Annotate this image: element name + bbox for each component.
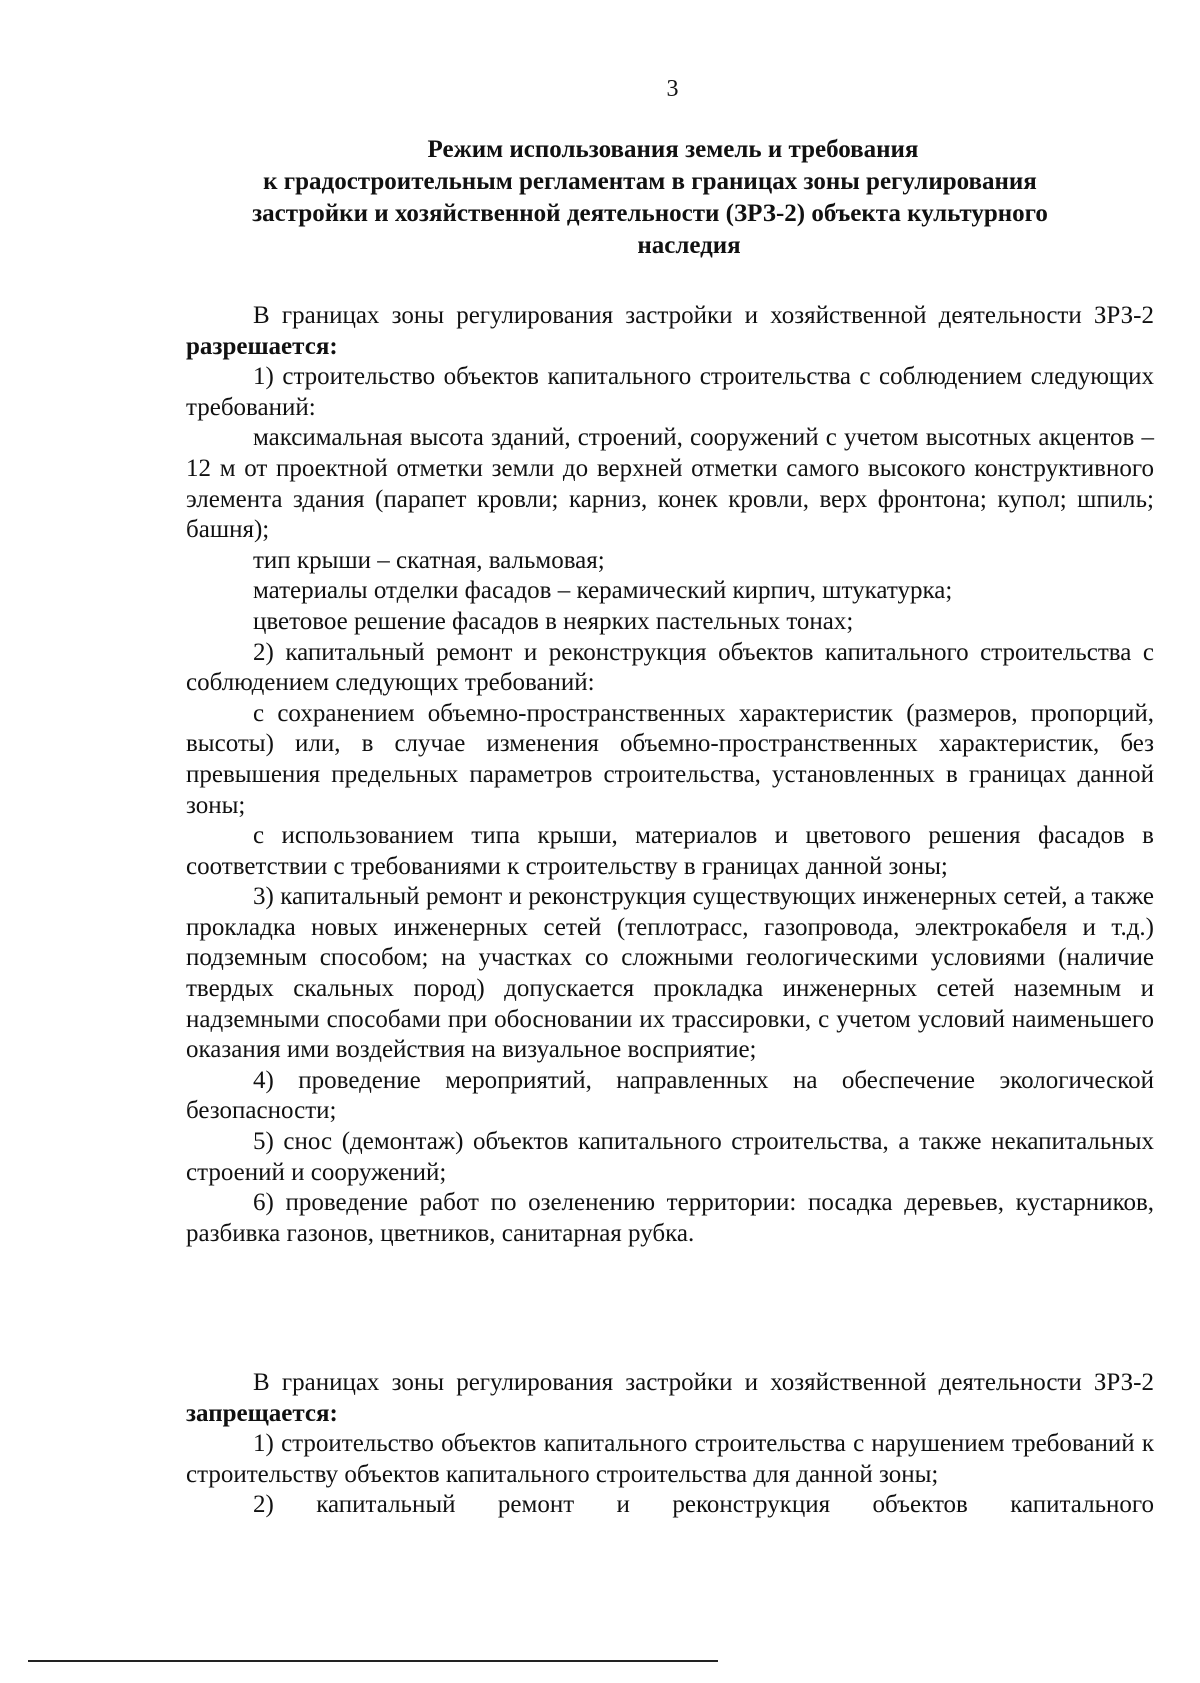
list-item: максимальная высота зданий, строений, сооружений с учетом высотных акцентов – 12 м от проектной отметки земли до верхней отметки самого высокого конструктивного элемента здания (парапет кровли; карниз, конек кровли, верх фронтона; купол; шпиль; башня);	[186, 424, 1154, 544]
title-line: застройки и хозяйственной деятельности (ЗРЗ-2) объекта культурного	[252, 200, 1048, 227]
section-intro	[186, 301, 1154, 362]
prohibited-section	[186, 1368, 1154, 1521]
list-item: 4) проведение мероприятий, направленных на обеспечение экологической безопасности;	[186, 1066, 1154, 1125]
list-item: 5) снос (демонтаж) объектов капитального строительства, а также некапитальных строений и сооружений;	[186, 1128, 1154, 1186]
section-intro-keyword: разрешается:	[186, 332, 338, 360]
list-item: 1) строительство объектов капитального строительства с соблюдением следующих требований:	[186, 363, 1154, 421]
title-line: к градостроительным регламентам в границах зоны регулирования	[263, 168, 1037, 195]
document-title	[200, 134, 1100, 262]
section-intro-text: В границах зоны регулирования застройки и хозяйственной деятельности ЗРЗ-2	[253, 1369, 1154, 1396]
section-intro-text: В границах зоны регулирования застройки и хозяйственной деятельности ЗРЗ-2	[253, 302, 1154, 329]
list-item: материалы отделки фасадов – керамический кирпич, штукатурка;	[253, 577, 953, 605]
list-item: 6) проведение работ по озеленению территории: посадка деревьев, кустарников, разбивка газонов, цветников, санитарная рубка.	[186, 1189, 1154, 1247]
list-item: 3) капитальный ремонт и реконструкция существующих инженерных сетей, а также прокладка новых инженерных сетей (теплотрасс, газопровода, электрокабеля и т.д.) подземным способом; на участках со сложными геологическими условиями (наличие твердых скальных пород) допускается прокладка инженерных сетей наземным и надземными способами при обосновании их трассировки, с учетом условий наименьшего оказания ими воздействия на визуальное восприятие;	[186, 883, 1154, 1064]
footer-divider	[28, 1660, 718, 1662]
section-intro-keyword: запрещается:	[186, 1399, 338, 1427]
list-item: с сохранением объемно-пространственных характеристик (размеров, пропорций, высоты) или, в случае изменения объемно-пространственных характеристик, без превышения предельных параметров строительства, установленных в границах данной зоны;	[186, 699, 1154, 819]
list-item: цветовое решение фасадов в неярких пастельных тонах;	[253, 607, 854, 635]
permitted-section	[186, 301, 1154, 1249]
list-item: с использованием типа крыши, материалов и цветового решения фасадов в соответствии с требованиями к строительству в границах данной зоны;	[186, 822, 1154, 880]
list-item: 1) строительство объектов капитального строительства с нарушением требований к строительству объектов капитального строительства для данной зоны;	[186, 1430, 1154, 1488]
list-item: 2) капитальный ремонт и реконструкция объектов капитального строительства с соблюдением следующих требований:	[186, 638, 1154, 697]
list-item: тип крыши – скатная, вальмовая;	[253, 546, 605, 574]
title-line: Режим использования земель и требования	[427, 136, 919, 163]
title-line: наследия	[637, 232, 741, 259]
page-number: 3	[666, 76, 679, 102]
list-item: 2) капитальный ремонт и реконструкция объектов капитального	[253, 1491, 1154, 1519]
section-intro	[186, 1368, 1154, 1429]
